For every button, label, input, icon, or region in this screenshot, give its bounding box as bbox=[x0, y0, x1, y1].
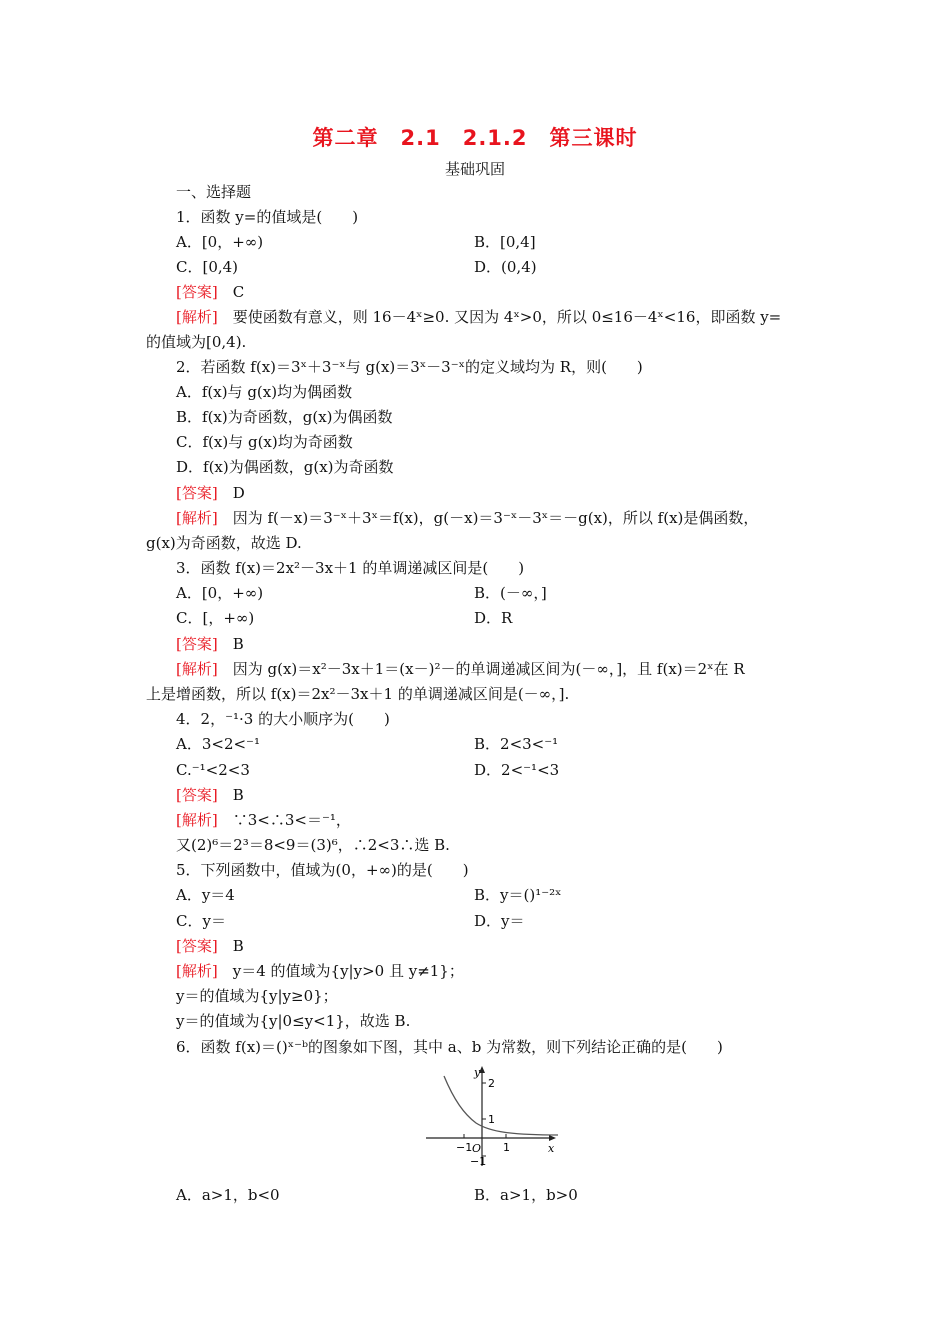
analysis-tag: [解析] bbox=[176, 962, 218, 980]
answer-tag: [答案] bbox=[176, 937, 218, 955]
x-label-neg1: −1 bbox=[456, 1141, 473, 1154]
question-3-analysis bbox=[176, 660, 745, 678]
analysis-text: 因为 g(x)＝x²－3x＋1＝(x－)²－的单调递减区间为(－∞，]，且 f(x)＝2ˣ在 R bbox=[232, 660, 745, 678]
y-axis-label: y bbox=[474, 1066, 481, 1079]
y-label-2: 2 bbox=[488, 1077, 495, 1090]
question-2-analysis-cont: g(x)为奇函数，故选 D. bbox=[146, 534, 302, 552]
question-3-answer bbox=[176, 635, 244, 653]
question-1-answer bbox=[176, 283, 244, 301]
page-title: 第二章 2.1 2.1.2 第三课时 bbox=[312, 126, 638, 150]
question-1-option-a: A．[0，+∞) bbox=[176, 233, 264, 251]
question-4-analysis bbox=[176, 811, 351, 829]
question-1-analysis bbox=[176, 308, 781, 326]
question-3-option-d: D．R bbox=[474, 609, 513, 627]
question-2-analysis bbox=[176, 509, 758, 527]
question-1-analysis-cont: 的值域为[0,4). bbox=[146, 333, 247, 351]
analysis-text: y＝4 的值域为{y|y>0 且 y≠1}； bbox=[232, 962, 464, 980]
origin-label: O bbox=[472, 1142, 482, 1155]
question-5-answer bbox=[176, 937, 244, 955]
answer-value: D bbox=[232, 484, 245, 502]
question-4-analysis-cont: 又(2)⁶＝2³＝8<9＝(3)⁶，∴2<3∴选 B. bbox=[176, 836, 450, 854]
section-heading: 一、选择题 bbox=[176, 183, 252, 201]
question-5-stem: 5．下列函数中，值域为(0，+∞)的是( ) bbox=[176, 861, 469, 879]
x-label-1: 1 bbox=[503, 1141, 510, 1154]
question-5-analysis-cont: y＝的值域为{y|y≥0}； bbox=[176, 987, 338, 1005]
question-2-stem: 2．若函数 f(x)＝3ˣ＋3⁻ˣ与 g(x)＝3ˣ－3⁻ˣ的定义域均为 R，则( ) bbox=[176, 358, 643, 376]
analysis-text: ∵3<∴3<＝⁻¹， bbox=[232, 811, 351, 829]
answer-value: B bbox=[232, 937, 244, 955]
answer-tag: [答案] bbox=[176, 786, 218, 804]
question-1-option-b: B．[0,4] bbox=[474, 233, 536, 251]
question-6-option-a: A．a>1，b<0 bbox=[176, 1186, 280, 1204]
question-6-stem: 6．函数 f(x)＝()ˣ⁻ᵇ的图象如下图，其中 a、b 为常数，则下列结论正确的是( ) bbox=[176, 1038, 723, 1056]
x-axis-label: x bbox=[548, 1142, 555, 1155]
question-1-option-c: C．[0,4) bbox=[176, 258, 239, 276]
question-2-option-b: B．f(x)为奇函数，g(x)为偶函数 bbox=[176, 408, 393, 426]
question-3-stem: 3．函数 f(x)＝2x²－3x＋1 的单调递减区间是( ) bbox=[176, 559, 525, 577]
question-5-option-c: C．y＝ bbox=[176, 912, 226, 930]
analysis-tag: [解析] bbox=[176, 308, 218, 326]
analysis-tag: [解析] bbox=[176, 509, 218, 527]
answer-tag: [答案] bbox=[176, 635, 218, 653]
x-axis-arrow bbox=[549, 1135, 556, 1141]
question-5-option-d: D．y＝ bbox=[474, 912, 525, 930]
question-5-analysis-cont2: y＝的值域为{y|0≤y<1}，故选 B. bbox=[176, 1012, 411, 1030]
y-label-1: 1 bbox=[488, 1113, 495, 1126]
curve bbox=[444, 1076, 558, 1135]
question-4-stem: 4．2，⁻¹·3 的大小顺序为( ) bbox=[176, 710, 390, 728]
question-1-stem: 1．函数 y=的值域是( ) bbox=[176, 208, 359, 226]
question-4-option-a: A．3<2<⁻¹ bbox=[176, 735, 260, 753]
question-3-analysis-cont: 上是增函数，所以 f(x)＝2x²－3x＋1 的单调递减区间是(－∞，]. bbox=[146, 685, 570, 703]
analysis-text: 要使函数有意义，则 16－4ˣ≥0. 又因为 4ˣ>0，所以 0≤16－4ˣ<16，即函数 y= bbox=[232, 308, 782, 326]
question-3-option-b: B．(－∞，] bbox=[474, 584, 547, 602]
question-2-option-d: D．f(x)为偶函数，g(x)为奇函数 bbox=[176, 458, 394, 476]
question-2-option-c: C．f(x)与 g(x)均为奇函数 bbox=[176, 433, 353, 451]
analysis-tag: [解析] bbox=[176, 660, 218, 678]
y-label-neg1: −1 bbox=[470, 1155, 487, 1168]
analysis-tag: [解析] bbox=[176, 811, 218, 829]
question-1-option-d: D．(0,4) bbox=[474, 258, 537, 276]
answer-tag: [答案] bbox=[176, 283, 218, 301]
analysis-text: 因为 f(－x)＝3⁻ˣ＋3ˣ＝f(x)，g(－x)＝3⁻ˣ－3ˣ＝－g(x)，所以 f(x)是偶函数， bbox=[232, 509, 759, 527]
page-subtitle: 基础巩固 bbox=[444, 160, 505, 178]
function-graph bbox=[420, 1062, 570, 1172]
answer-value: B bbox=[232, 786, 244, 804]
question-5-analysis bbox=[176, 962, 464, 980]
question-5-option-b: B．y＝()¹⁻²ˣ bbox=[474, 886, 562, 904]
answer-value: B bbox=[232, 635, 244, 653]
question-5-option-a: A．y＝4 bbox=[176, 886, 235, 904]
question-4-option-c: C.⁻¹<2<3 bbox=[176, 761, 250, 779]
question-4-option-b: B．2<3<⁻¹ bbox=[474, 735, 559, 753]
question-3-option-a: A．[0，+∞) bbox=[176, 584, 264, 602]
question-2-answer bbox=[176, 484, 245, 502]
question-2-option-a: A．f(x)与 g(x)均为偶函数 bbox=[176, 383, 353, 401]
answer-tag: [答案] bbox=[176, 484, 218, 502]
question-4-option-d: D．2<⁻¹<3 bbox=[474, 761, 560, 779]
answer-value: C bbox=[232, 283, 245, 301]
question-3-option-c: C．[，+∞) bbox=[176, 609, 255, 627]
question-6-option-b: B．a>1，b>0 bbox=[474, 1186, 578, 1204]
question-4-answer bbox=[176, 786, 244, 804]
